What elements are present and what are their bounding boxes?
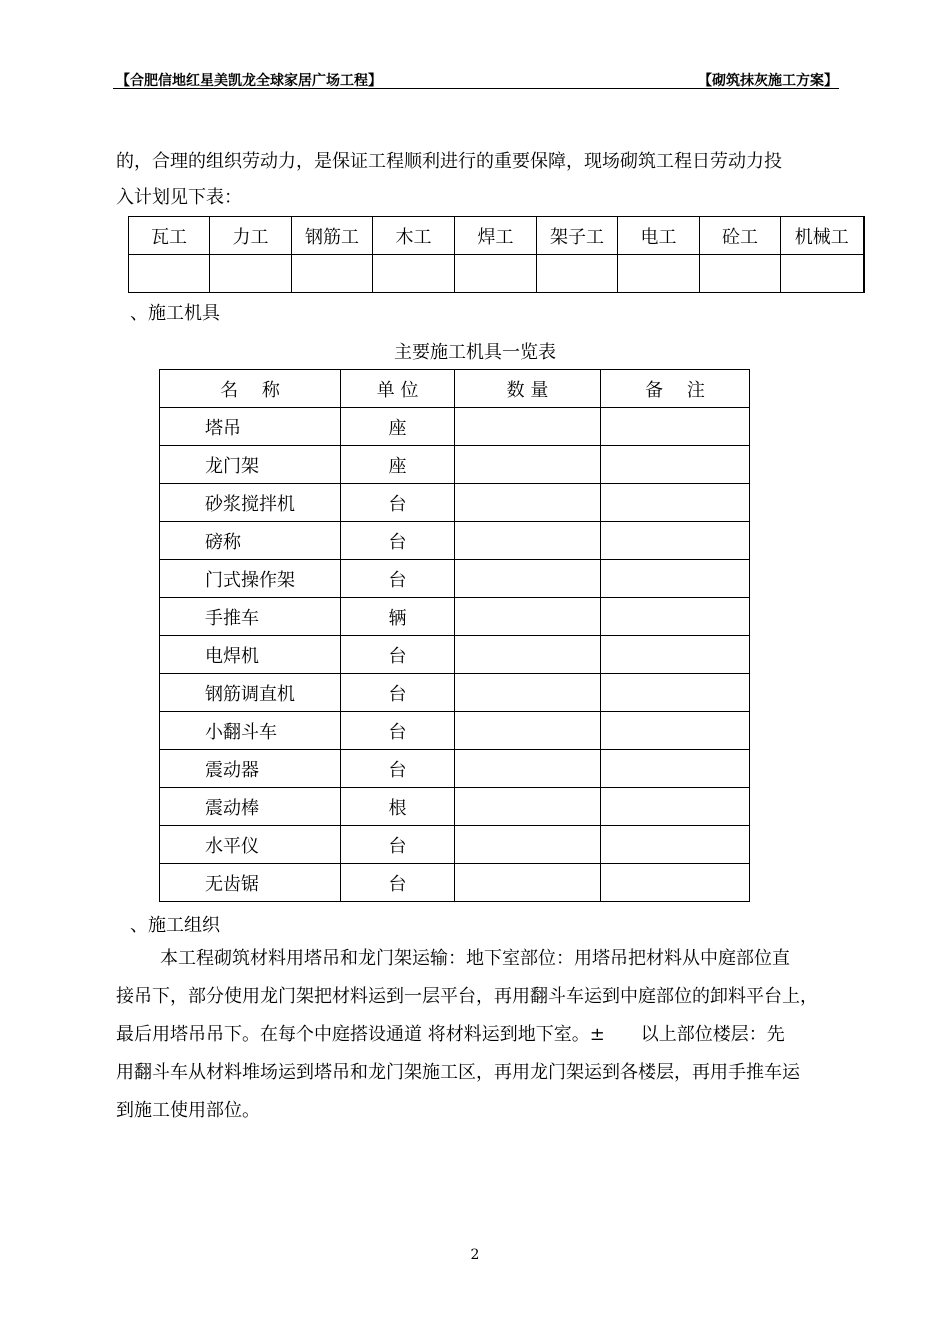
equipment-unit-cell: 座 (341, 446, 455, 484)
equipment-row (160, 408, 750, 446)
equipment-table (159, 369, 750, 902)
section-organization-heading: 、施工组织 (130, 915, 220, 936)
labor-value-cell (210, 255, 292, 293)
labor-value-cell (781, 255, 864, 293)
equipment-name-cell: 小翻斗车 (160, 712, 341, 750)
equipment-header-cell: 备 注 (601, 370, 750, 408)
equipment-row (160, 446, 750, 484)
body-line-3: 最后用塔吊吊下。在每个中庭搭设通道 将材料运到地下室。± 以上部位楼层：先 (116, 1024, 785, 1045)
equipment-header-row (160, 370, 750, 408)
intro-line-1: 的，合理的组织劳动力，是保证工程顺利进行的重要保障，现场砌筑工程日劳动力投 (116, 151, 782, 172)
equipment-note-cell (601, 560, 750, 598)
equipment-row (160, 864, 750, 902)
equipment-row (160, 674, 750, 712)
equipment-header-cell: 单 位 (341, 370, 455, 408)
labor-header-cell: 电工 (618, 217, 700, 255)
body-line-1: 本工程砌筑材料用塔吊和龙门架运输：地下室部位：用塔吊把材料从中庭部位直 (160, 948, 790, 969)
body-line-4: 用翻斗车从材料堆场运到塔吊和龙门架施工区，再用龙门架运到各楼层，再用手推车运 (116, 1062, 800, 1083)
equipment-note-cell (601, 864, 750, 902)
equipment-row (160, 484, 750, 522)
equipment-row (160, 560, 750, 598)
equipment-unit-cell: 台 (341, 826, 455, 864)
labor-value-row (129, 255, 864, 293)
equipment-name-cell: 震动器 (160, 750, 341, 788)
equipment-table-title: 主要施工机具一览表 (394, 342, 556, 363)
equipment-unit-cell: 根 (341, 788, 455, 826)
equipment-name-cell: 塔吊 (160, 408, 341, 446)
equipment-quantity-cell (455, 826, 601, 864)
labor-value-cell (455, 255, 537, 293)
equipment-quantity-cell (455, 674, 601, 712)
equipment-quantity-cell (455, 408, 601, 446)
labor-header-cell: 木工 (373, 217, 455, 255)
equipment-quantity-cell (455, 750, 601, 788)
equipment-unit-cell: 台 (341, 674, 455, 712)
labor-header-cell: 力工 (210, 217, 292, 255)
equipment-quantity-cell (455, 484, 601, 522)
equipment-row (160, 712, 750, 750)
labor-header-cell: 机械工 (781, 217, 864, 255)
equipment-row (160, 750, 750, 788)
labor-value-cell (700, 255, 781, 293)
equipment-name-cell: 手推车 (160, 598, 341, 636)
labor-header-cell: 焊工 (455, 217, 537, 255)
equipment-name-cell: 龙门架 (160, 446, 341, 484)
equipment-quantity-cell (455, 788, 601, 826)
equipment-note-cell (601, 446, 750, 484)
body-line-5: 到施工使用部位。 (116, 1100, 260, 1121)
header-document-title: 【砌筑抹灰施工方案】 (698, 73, 838, 89)
equipment-quantity-cell (455, 522, 601, 560)
equipment-name-cell: 电焊机 (160, 636, 341, 674)
labor-plan-table (128, 216, 865, 293)
equipment-note-cell (601, 522, 750, 560)
page-number: 2 (470, 1247, 480, 1263)
equipment-note-cell (601, 598, 750, 636)
section-equipment-heading: 、施工机具 (130, 303, 220, 324)
equipment-row (160, 636, 750, 674)
intro-line-2: 入计划见下表： (116, 187, 242, 208)
labor-header-cell: 砼工 (700, 217, 781, 255)
labor-header-cell: 瓦工 (129, 217, 210, 255)
equipment-note-cell (601, 826, 750, 864)
equipment-name-cell: 水平仪 (160, 826, 341, 864)
equipment-quantity-cell (455, 560, 601, 598)
equipment-quantity-cell (455, 598, 601, 636)
equipment-unit-cell: 台 (341, 864, 455, 902)
labor-header-cell: 钢筋工 (292, 217, 373, 255)
labor-value-cell (618, 255, 700, 293)
equipment-note-cell (601, 408, 750, 446)
equipment-note-cell (601, 674, 750, 712)
equipment-unit-cell: 台 (341, 750, 455, 788)
header-divider (113, 88, 839, 89)
equipment-note-cell (601, 750, 750, 788)
equipment-quantity-cell (455, 636, 601, 674)
labor-value-cell (129, 255, 210, 293)
equipment-name-cell: 震动棒 (160, 788, 341, 826)
equipment-name-cell: 钢筋调直机 (160, 674, 341, 712)
equipment-row (160, 522, 750, 560)
equipment-unit-cell: 台 (341, 560, 455, 598)
equipment-note-cell (601, 484, 750, 522)
equipment-quantity-cell (455, 864, 601, 902)
equipment-name-cell: 无齿锯 (160, 864, 341, 902)
equipment-name-cell: 门式操作架 (160, 560, 341, 598)
equipment-row (160, 788, 750, 826)
labor-value-cell (292, 255, 373, 293)
equipment-note-cell (601, 636, 750, 674)
equipment-header-cell: 数 量 (455, 370, 601, 408)
equipment-unit-cell: 辆 (341, 598, 455, 636)
equipment-note-cell (601, 712, 750, 750)
equipment-unit-cell: 座 (341, 408, 455, 446)
equipment-quantity-cell (455, 712, 601, 750)
labor-header-row (129, 217, 864, 255)
equipment-name-cell: 砂浆搅拌机 (160, 484, 341, 522)
equipment-header-cell: 名 称 (160, 370, 341, 408)
labor-header-cell: 架子工 (537, 217, 618, 255)
equipment-unit-cell: 台 (341, 636, 455, 674)
equipment-unit-cell: 台 (341, 522, 455, 560)
equipment-unit-cell: 台 (341, 484, 455, 522)
labor-value-cell (537, 255, 618, 293)
equipment-row (160, 826, 750, 864)
labor-value-cell (373, 255, 455, 293)
equipment-row (160, 598, 750, 636)
equipment-name-cell: 磅称 (160, 522, 341, 560)
header-project-title: 【合肥信地红星美凯龙全球家居广场工程】 (116, 73, 382, 89)
equipment-quantity-cell (455, 446, 601, 484)
equipment-note-cell (601, 788, 750, 826)
body-line-2: 接吊下，部分使用龙门架把材料运到一层平台，再用翻斗车运到中庭部位的卸料平台上， (116, 986, 818, 1007)
equipment-unit-cell: 台 (341, 712, 455, 750)
